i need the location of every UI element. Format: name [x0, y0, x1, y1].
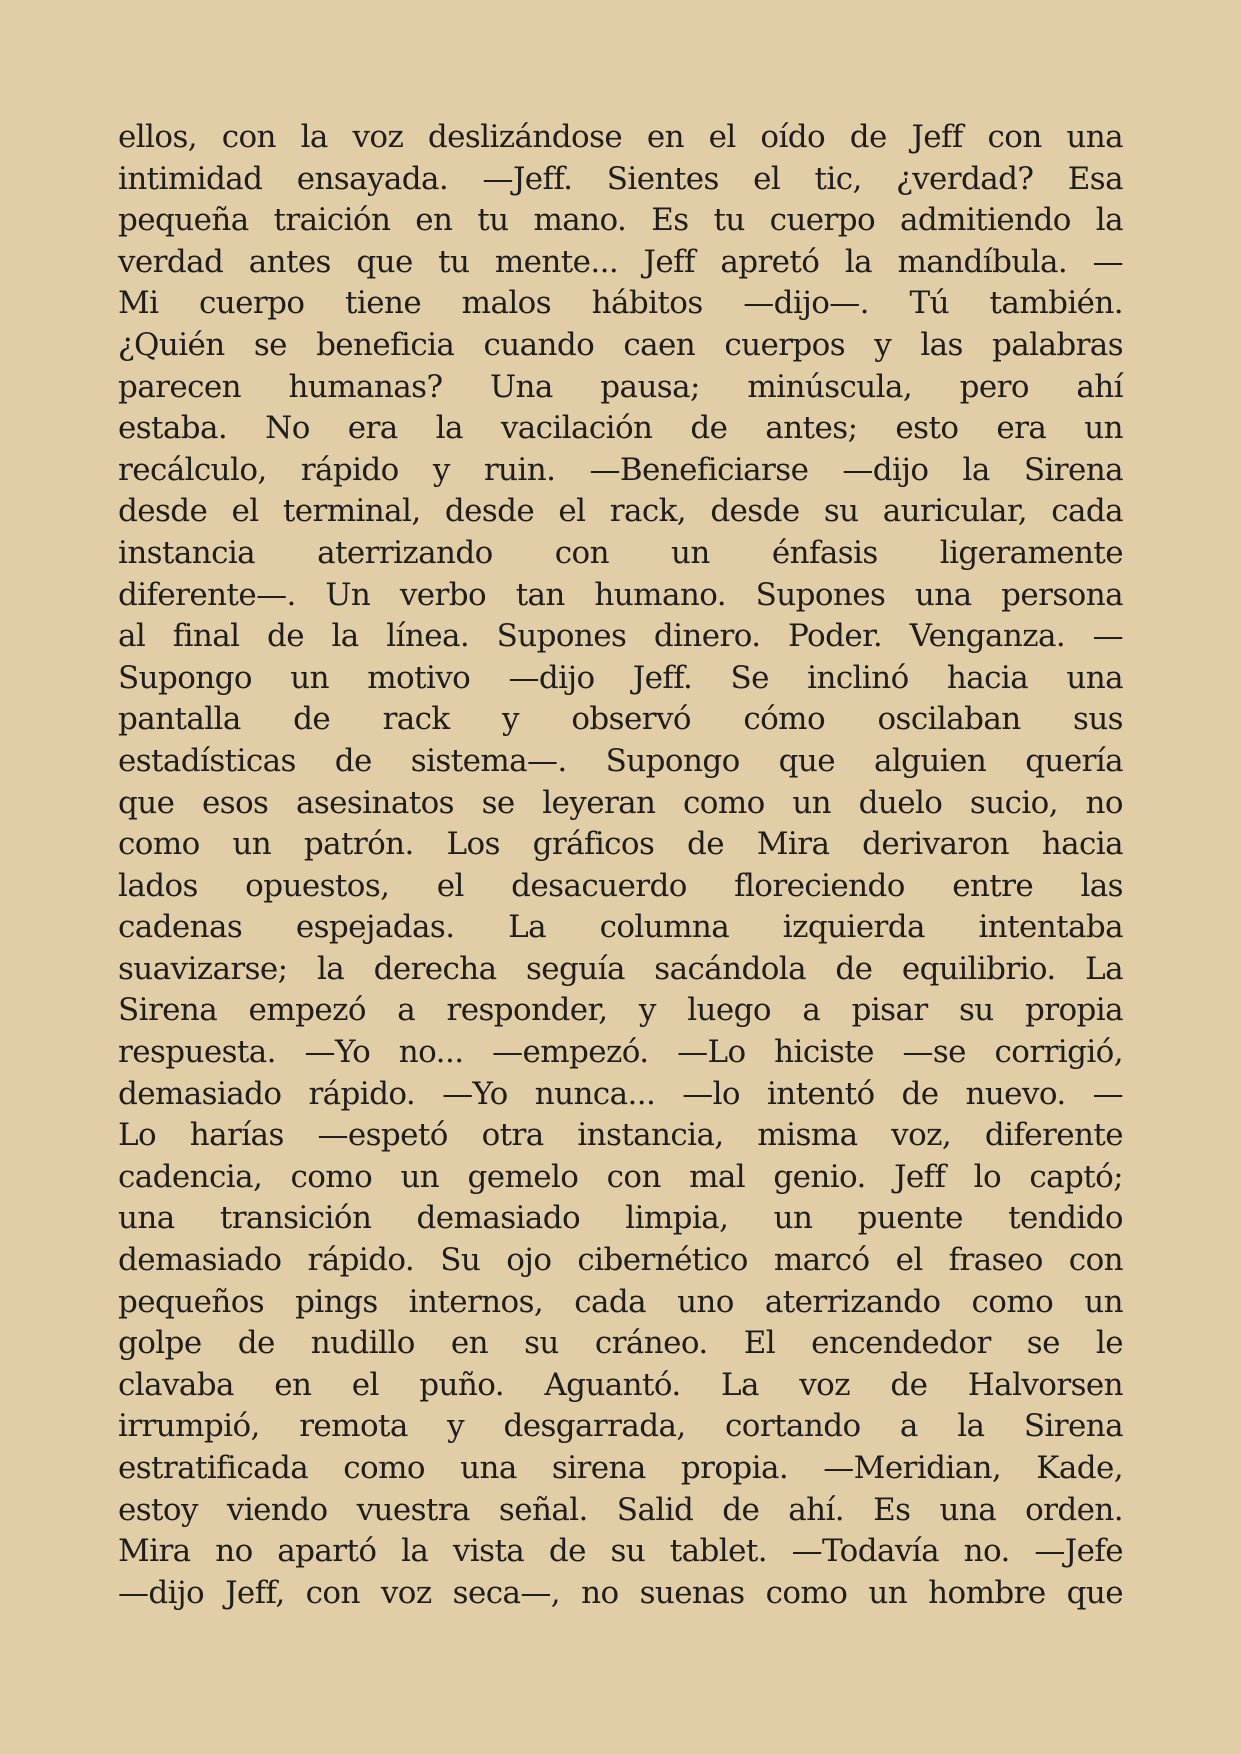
text-line: estaba. No era la vacilación de antes; esto era un — [118, 410, 1123, 447]
text-line: pequeña traición en tu mano. Es tu cuerpo admitiendo la — [118, 202, 1123, 239]
text-line: respuesta. —Yo no... —empezó. —Lo hiciste —se corrigió, — [118, 1034, 1123, 1071]
text-line: irrumpió, remota y desgarrada, cortando a la Sirena — [118, 1408, 1123, 1445]
text-line: Lo harías —espetó otra instancia, misma voz, diferente — [118, 1117, 1123, 1154]
text-line: que esos asesinatos se leyeran como un duelo sucio, no — [118, 784, 1123, 821]
text-line: parecen humanas? Una pausa; minúscula, pero ahí — [118, 368, 1123, 405]
text-line: ¿Quién se beneficia cuando caen cuerpos y las palabras — [118, 326, 1123, 363]
text-line: verdad antes que tu mente... Jeff apretó la mandíbula. — — [118, 243, 1123, 280]
text-line: cadencia, como un gemelo con mal genio. Jeff lo captó; — [118, 1158, 1123, 1195]
text-line: suavizarse; la derecha seguía sacándola de equilibrio. La — [118, 950, 1123, 987]
text-line: cadenas espejadas. La columna izquierda intentaba — [118, 909, 1123, 946]
text-line: Sirena empezó a responder, y luego a pisar su propia — [118, 992, 1123, 1029]
text-line: Mi cuerpo tiene malos hábitos —dijo—. Tú también. — [118, 285, 1123, 322]
text-line: estoy viendo vuestra señal. Salid de ahí. Es una orden. — [118, 1491, 1123, 1528]
text-line: al final de la línea. Supones dinero. Poder. Venganza. — — [118, 618, 1123, 655]
text-line: lados opuestos, el desacuerdo floreciendo entre las — [118, 867, 1123, 904]
text-line: Supongo un motivo —dijo Jeff. Se inclinó hacia una — [118, 659, 1123, 696]
text-line: demasiado rápido. —Yo nunca... —lo intentó de nuevo. — — [118, 1075, 1123, 1112]
text-line: desde el terminal, desde el rack, desde su auricular, cada — [118, 493, 1123, 530]
text-line: recálculo, rápido y ruin. —Beneficiarse —dijo la Sirena — [118, 451, 1123, 488]
text-line: estadísticas de sistema—. Supongo que alguien quería — [118, 742, 1123, 779]
text-line: —dijo Jeff, con voz seca—, no suenas como un hombre que — [118, 1574, 1123, 1611]
text-line: pequeños pings internos, cada uno aterrizando como un — [118, 1283, 1123, 1320]
text-line: instancia aterrizando con un énfasis ligeramente — [118, 534, 1123, 571]
text-line: estratificada como una sirena propia. —Meridian, Kade, — [118, 1450, 1123, 1486]
text-line: ellos, con la voz deslizándose en el oído de Jeff con una — [118, 119, 1123, 155]
text-line: clavaba en el puño. Aguantó. La voz de Halvorsen — [118, 1366, 1123, 1403]
text-line: golpe de nudillo en su cráneo. El encendedor se le — [118, 1325, 1123, 1362]
text-line: Mira no apartó la vista de su tablet. —Todavía no. —Jefe — [118, 1533, 1123, 1570]
text-line: una transición demasiado limpia, un puente tendido — [118, 1200, 1123, 1237]
text-line: intimidad ensayada. —Jeff. Sientes el tic, ¿verdad? Esa — [118, 160, 1123, 197]
text-line: pantalla de rack y observó cómo oscilaban sus — [118, 701, 1123, 738]
text-line: como un patrón. Los gráficos de Mira derivaron hacia — [118, 826, 1123, 863]
text-line: demasiado rápido. Su ojo cibernético marcó el fraseo con — [118, 1242, 1123, 1279]
text-line: diferente—. Un verbo tan humano. Supones una persona — [118, 576, 1123, 613]
page-text-block — [118, 117, 1123, 1614]
